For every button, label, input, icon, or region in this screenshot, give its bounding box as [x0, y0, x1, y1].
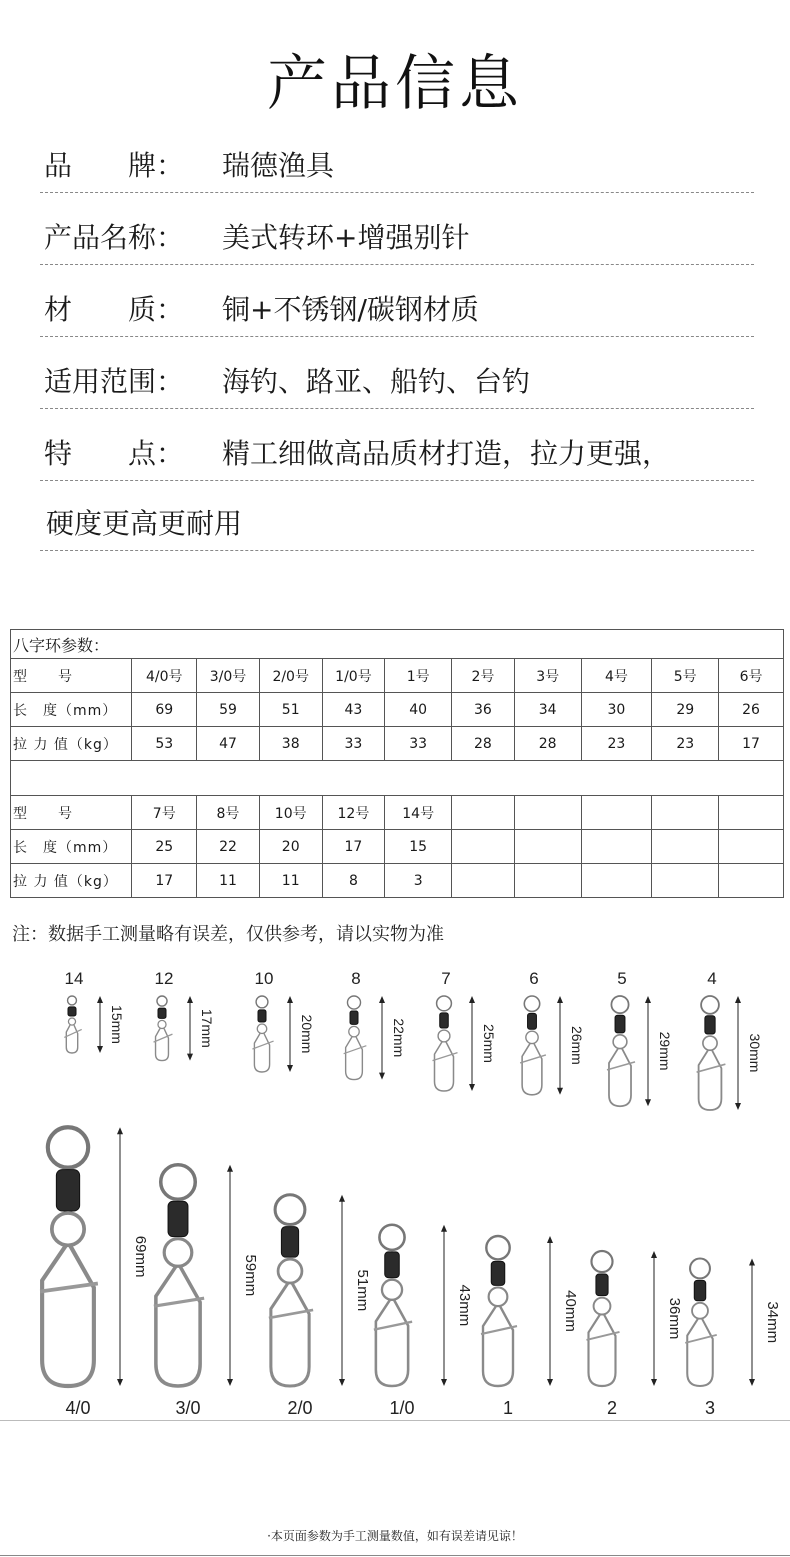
table-row-tensions — [11, 727, 784, 761]
cell — [719, 830, 784, 864]
cell: 20 — [259, 830, 322, 864]
cell — [581, 796, 652, 830]
disclaimer: ·本页面参数为手工测量数值，如有误差请见谅！ — [267, 1529, 523, 1543]
cell: 11 — [197, 864, 260, 898]
swivel-ring — [157, 996, 167, 1006]
table-row-tensions-2 — [11, 864, 784, 898]
snap-pin — [435, 1042, 454, 1091]
row-label: 拉 力 值（kg） — [11, 727, 132, 761]
swivel-eye — [257, 1024, 266, 1033]
arrow-head — [557, 996, 563, 1003]
cell: 1号 — [385, 659, 452, 693]
table-spacer — [11, 761, 784, 796]
length-label: 17mm — [199, 1008, 215, 1048]
spec-table — [10, 629, 784, 898]
info-label: 产品名称： — [44, 221, 185, 254]
size-label: 3/0 — [175, 1398, 201, 1418]
swivel-ring — [161, 1165, 196, 1200]
swivel-ring — [437, 996, 452, 1011]
cell: 6号 — [719, 659, 784, 693]
arrow-head — [227, 1165, 233, 1172]
row-label: 型 号 — [11, 796, 132, 830]
swivel-ring — [68, 996, 77, 1005]
arrow-head — [441, 1379, 447, 1386]
swivel-item-2 — [587, 1251, 658, 1386]
swivel-item-10 — [252, 996, 293, 1072]
swivel-eye — [278, 1259, 302, 1283]
swivel-item-6 — [520, 996, 563, 1095]
size-label: 5 — [617, 969, 627, 988]
size-label: 1/0 — [389, 1398, 415, 1418]
size-label: 12 — [154, 969, 174, 988]
swivel-barrel — [258, 1010, 266, 1022]
cell: 53 — [132, 727, 197, 761]
cell — [581, 864, 652, 898]
cell: 8号 — [197, 796, 260, 830]
cell: 1/0号 — [322, 659, 385, 693]
cell: 36 — [452, 693, 515, 727]
swivel-barrel — [528, 1013, 537, 1029]
swivel-barrel — [615, 1015, 625, 1033]
swivel-barrel — [158, 1008, 166, 1018]
cell: 69 — [132, 693, 197, 727]
cell: 14号 — [385, 796, 452, 830]
cell: 51 — [259, 693, 322, 727]
cell: 22 — [197, 830, 260, 864]
cell: 30 — [581, 693, 652, 727]
arrow-head — [557, 1088, 563, 1095]
arrow-head — [97, 1046, 103, 1053]
arrow-head — [645, 1099, 651, 1106]
swivel-eye — [68, 1018, 75, 1025]
cell — [581, 830, 652, 864]
info-label: 适用范围： — [44, 365, 185, 398]
cell: 28 — [514, 727, 581, 761]
arrow-head — [441, 1225, 447, 1232]
snap-lock — [154, 1298, 204, 1306]
cell: 23 — [652, 727, 719, 761]
swivel-barrel — [168, 1201, 188, 1236]
cell — [719, 864, 784, 898]
cell: 28 — [452, 727, 515, 761]
cell: 59 — [197, 693, 260, 727]
cell: 4号 — [581, 659, 652, 693]
size-label: 4/0 — [65, 1398, 91, 1418]
length-label: 40mm — [562, 1290, 579, 1332]
swivel-barrel — [694, 1280, 705, 1300]
arrow-head — [469, 1084, 475, 1091]
cell: 17 — [719, 727, 784, 761]
arrow-head — [749, 1259, 755, 1266]
info-row-brand — [40, 120, 754, 193]
swivel-eye — [438, 1030, 450, 1042]
cell: 11 — [259, 864, 322, 898]
length-label: 59mm — [242, 1254, 259, 1297]
cell — [514, 830, 581, 864]
swivel-item-12 — [154, 996, 193, 1061]
cell — [452, 830, 515, 864]
info-value: 精工细做高品质材打造，拉力更强， — [222, 437, 671, 470]
cell — [652, 796, 719, 830]
swivel-eye — [594, 1298, 611, 1315]
swivel-ring — [690, 1259, 710, 1279]
snap-pin — [346, 1037, 363, 1080]
swivel-barrel — [281, 1227, 298, 1258]
snap-lock — [374, 1322, 412, 1330]
length-label: 69mm — [132, 1235, 149, 1278]
swivel-ring — [48, 1127, 88, 1167]
swivel-ring — [524, 996, 539, 1011]
swivel-barrel — [440, 1013, 449, 1028]
swivel-ring — [591, 1251, 612, 1272]
swivel-eye — [526, 1031, 538, 1043]
swivel-eye — [489, 1287, 508, 1306]
cell: 17 — [132, 864, 197, 898]
arrow-head — [651, 1251, 657, 1258]
swivel-barrel — [68, 1007, 76, 1016]
length-label: 51mm — [354, 1269, 371, 1312]
size-label: 8 — [351, 969, 361, 988]
cell: 7号 — [132, 796, 197, 830]
length-label: 26mm — [569, 1025, 585, 1065]
snap-pin — [589, 1315, 616, 1386]
swivel-item-7 — [433, 996, 476, 1091]
swivel-size-gallery — [0, 950, 790, 1425]
info-label: 品 牌： — [44, 149, 185, 182]
cell: 29 — [652, 693, 719, 727]
arrow-head — [187, 1054, 193, 1061]
cell: 40 — [385, 693, 452, 727]
info-row-material — [40, 264, 754, 337]
snap-pin — [687, 1319, 713, 1386]
swivel-barrel — [385, 1252, 400, 1278]
arrow-head — [547, 1236, 553, 1243]
cell: 17 — [322, 830, 385, 864]
size-label: 4 — [707, 969, 717, 988]
arrow-head — [187, 996, 193, 1003]
arrow-head — [735, 1103, 741, 1110]
cell: 26 — [719, 693, 784, 727]
size-label: 7 — [441, 969, 451, 988]
cell: 4/0号 — [132, 659, 197, 693]
snap-pin — [271, 1283, 309, 1386]
snap-lock — [481, 1326, 517, 1334]
info-label: 材 质： — [44, 293, 185, 326]
length-label: 29mm — [657, 1031, 673, 1071]
swivel-eye — [692, 1303, 708, 1319]
row-label: 长 度（mm） — [11, 693, 132, 727]
cell: 25 — [132, 830, 197, 864]
cell: 43 — [322, 693, 385, 727]
cell: 5号 — [652, 659, 719, 693]
page-title: 产品信息 — [267, 49, 523, 119]
cell: 15 — [385, 830, 452, 864]
cell: 33 — [385, 727, 452, 761]
arrow-head — [117, 1379, 123, 1386]
cell: 3号 — [514, 659, 581, 693]
swivel-barrel — [56, 1170, 79, 1211]
arrow-head — [379, 1073, 385, 1080]
swivel-ring — [379, 1225, 404, 1250]
arrow-head — [735, 996, 741, 1003]
cell: 2号 — [452, 659, 515, 693]
arrow-head — [287, 1065, 293, 1072]
cell — [652, 864, 719, 898]
swivel-ring — [275, 1195, 305, 1225]
swivel-barrel — [350, 1011, 358, 1024]
info-label: 特 点： — [44, 437, 185, 470]
cell — [452, 796, 515, 830]
cell: 10号 — [259, 796, 322, 830]
swivel-item-4-0 — [40, 1127, 123, 1386]
swivel-item-1-0 — [374, 1225, 447, 1386]
snap-pin — [522, 1044, 542, 1095]
swivel-ring — [701, 996, 719, 1014]
swivel-eye — [613, 1035, 627, 1049]
swivel-eye — [382, 1280, 402, 1300]
length-label: 36mm — [666, 1297, 683, 1340]
divider — [0, 1555, 790, 1556]
cell: 2/0号 — [259, 659, 322, 693]
length-label: 20mm — [299, 1014, 315, 1054]
table-row-sizes-2 — [11, 796, 784, 830]
length-label: 15mm — [109, 1005, 125, 1044]
swivel-item-4 — [697, 996, 741, 1110]
info-value: 美式转环+增强别针 — [222, 221, 470, 254]
arrow-head — [547, 1379, 553, 1386]
cell — [652, 830, 719, 864]
snap-lock — [269, 1310, 313, 1318]
swivel-eye — [158, 1020, 166, 1028]
snap-pin — [376, 1300, 408, 1386]
arrow-head — [651, 1379, 657, 1386]
arrow-head — [339, 1379, 345, 1386]
arrow-head — [227, 1379, 233, 1386]
size-label: 14 — [64, 969, 84, 988]
cell: 33 — [322, 727, 385, 761]
snap-pin — [156, 1266, 200, 1386]
cell — [514, 796, 581, 830]
swivel-barrel — [491, 1261, 505, 1285]
arrow-head — [287, 996, 293, 1003]
swivel-eye — [52, 1213, 84, 1245]
cell: 23 — [581, 727, 652, 761]
cell: 47 — [197, 727, 260, 761]
length-label: 22mm — [391, 1018, 407, 1058]
arrow-head — [469, 996, 475, 1003]
info-value: 瑞德渔具 — [222, 149, 335, 182]
table-row-lengths-2 — [11, 830, 784, 864]
info-row-features — [40, 408, 754, 481]
swivel-ring — [486, 1236, 509, 1259]
snap-pin — [699, 1050, 722, 1110]
arrow-head — [379, 996, 385, 1003]
swivel-item-2-0 — [269, 1195, 345, 1386]
swivel-item-5 — [607, 996, 651, 1106]
swivel-item-14 — [64, 996, 103, 1053]
length-label: 30mm — [747, 1033, 763, 1073]
snap-lock — [40, 1284, 98, 1292]
size-label: 3 — [704, 1398, 716, 1418]
snap-pin — [483, 1306, 513, 1386]
info-row-product-name — [40, 192, 754, 265]
cell — [514, 864, 581, 898]
swivel-barrel — [705, 1016, 715, 1034]
size-label: 2/0 — [287, 1398, 313, 1418]
info-row-features-cont — [40, 478, 754, 551]
swivel-ring — [347, 996, 360, 1009]
row-label: 长 度（mm） — [11, 830, 132, 864]
arrow-head — [749, 1379, 755, 1386]
snap-pin — [609, 1049, 631, 1107]
cell: 34 — [514, 693, 581, 727]
cell: 12号 — [322, 796, 385, 830]
arrow-head — [645, 996, 651, 1003]
swivel-item-8 — [344, 996, 385, 1080]
divider — [0, 1420, 790, 1421]
cell — [452, 864, 515, 898]
swivel-eye — [164, 1239, 192, 1267]
arrow-head — [97, 996, 103, 1003]
swivel-ring — [256, 996, 268, 1008]
size-label: 2 — [606, 1398, 618, 1418]
row-label: 型 号 — [11, 659, 132, 693]
row-label: 拉 力 值（kg） — [11, 864, 132, 898]
snap-pin — [66, 1025, 77, 1053]
length-label: 43mm — [456, 1284, 473, 1327]
swivel-item-1 — [481, 1236, 553, 1386]
info-value: 海钓、路亚、船钓、台钓 — [222, 365, 531, 398]
length-label: 34mm — [764, 1301, 781, 1344]
length-label: 25mm — [481, 1024, 497, 1063]
arrow-head — [339, 1195, 345, 1202]
table-caption: 八字环参数： — [11, 630, 784, 659]
info-value: 硬度更高更耐用 — [46, 507, 243, 540]
cell: 3/0号 — [197, 659, 260, 693]
measurement-note: 注：数据手工测量略有误差，仅供参考，请以实物为准 — [12, 924, 444, 945]
size-label: 6 — [529, 969, 539, 988]
snap-pin — [42, 1245, 94, 1386]
swivel-item-3-0 — [154, 1165, 233, 1386]
snap-pin — [254, 1034, 269, 1072]
snap-pin — [156, 1028, 169, 1060]
cell: 38 — [259, 727, 322, 761]
swivel-item-3 — [685, 1259, 755, 1387]
swivel-eye — [349, 1026, 359, 1036]
table-row-sizes — [11, 659, 784, 693]
swivel-ring — [611, 996, 628, 1013]
cell: 8 — [322, 864, 385, 898]
swivel-eye — [703, 1036, 717, 1050]
info-row-usage — [40, 336, 754, 409]
info-value: 铜+不锈钢/碳钢材质 — [222, 293, 479, 326]
size-label: 1 — [502, 1398, 514, 1418]
size-label: 10 — [254, 969, 274, 988]
table-row-lengths — [11, 693, 784, 727]
swivel-barrel — [596, 1274, 608, 1296]
cell: 3 — [385, 864, 452, 898]
cell — [719, 796, 784, 830]
arrow-head — [117, 1127, 123, 1134]
